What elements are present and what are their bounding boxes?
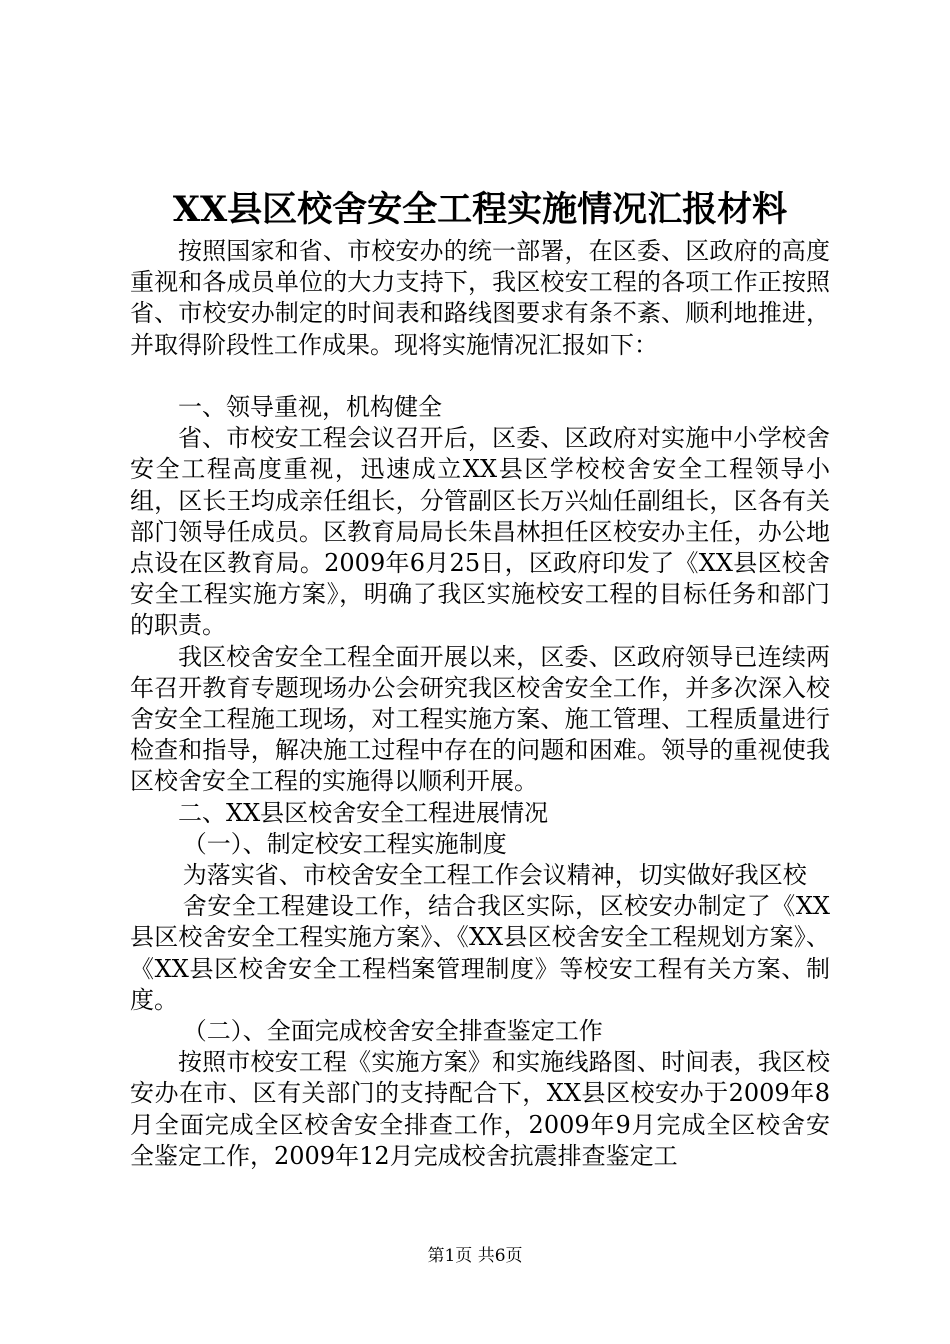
page-footer: 第1页 共6页 <box>427 1246 523 1266</box>
heading-subsection-2: （二）、全面完成校舍安全排查鉴定工作 <box>182 1017 603 1046</box>
paragraph-inspection: 按照市校安工程《实施方案》和实施线路图、时间表，我区校安办在市、区有关部门的支持配合下，XX县区校安办于2009年8月全面完成全区校舍安全排查工作，2009年9月完成全区校舍安全鉴定工作，2009年12月完成校舍抗震排查鉴定工 <box>130 1048 830 1170</box>
heading-section-1: 一、领导重视，机构健全 <box>178 393 442 421</box>
blank-line <box>130 361 830 392</box>
paragraph-leadership-attention: 我区校舍安全工程全面开展以来，区委、区政府领导已连续两年召开教育专题现场办公会研究我区校舍安全工作，并多次深入校舍安全工程施工现场，对工程实施方案、施工管理、工程质量进行检查和指导，解决施工过程中存在的问题和困难。领导的重视使我区校舍安全工程的实施得以顺利开展。 <box>130 642 830 796</box>
paragraph-implementation-intro: 为落实省、市校舍安全工程工作会议精神，切实做好我区校 <box>182 861 807 890</box>
document-body <box>130 236 830 1172</box>
paragraph-implementation-rules: 舍安全工程建设工作，结合我区实际，区校安办制定了《XX县区校舍安全工程实施方案》、《XX县区校舍安全工程规划方案》、《XX县区校舍安全工程档案管理制度》等校安工程有关方案、制度。 <box>130 892 830 1014</box>
document-title: XX县区校舍安全工程实施情况汇报材料 <box>172 189 788 230</box>
heading-section-2: 二、XX县区校舍安全工程进展情况 <box>178 798 549 827</box>
paragraph-leadership: 省、市校安工程会议召开后，区委、区政府对实施中小学校舍安全工程高度重视，迅速成立XX县区学校校舍安全工程领导小组，区长王均成亲任组长，分管副区长万兴灿任副组长，区各有关部门领导任成员。区教育局局长朱昌林担任区校安办主任，办公地点设在区教育局。2009年6月25日，区政府印发了《XX县区校舍安全工程实施方案》，明确了我区实施校安工程的目标任务和部门的职责。 <box>130 424 830 640</box>
heading-subsection-1: （一）、制定校安工程实施制度 <box>182 829 507 858</box>
paragraph-intro: 按照国家和省、市校安办的统一部署，在区委、区政府的高度重视和各成员单位的大力支持下，我区校安工程的各项工作正按照省、市校安办制定的时间表和路线图要求有条不紊、顺利地推进，并取得阶段性工作成果。现将实施情况汇报如下： <box>130 237 830 359</box>
